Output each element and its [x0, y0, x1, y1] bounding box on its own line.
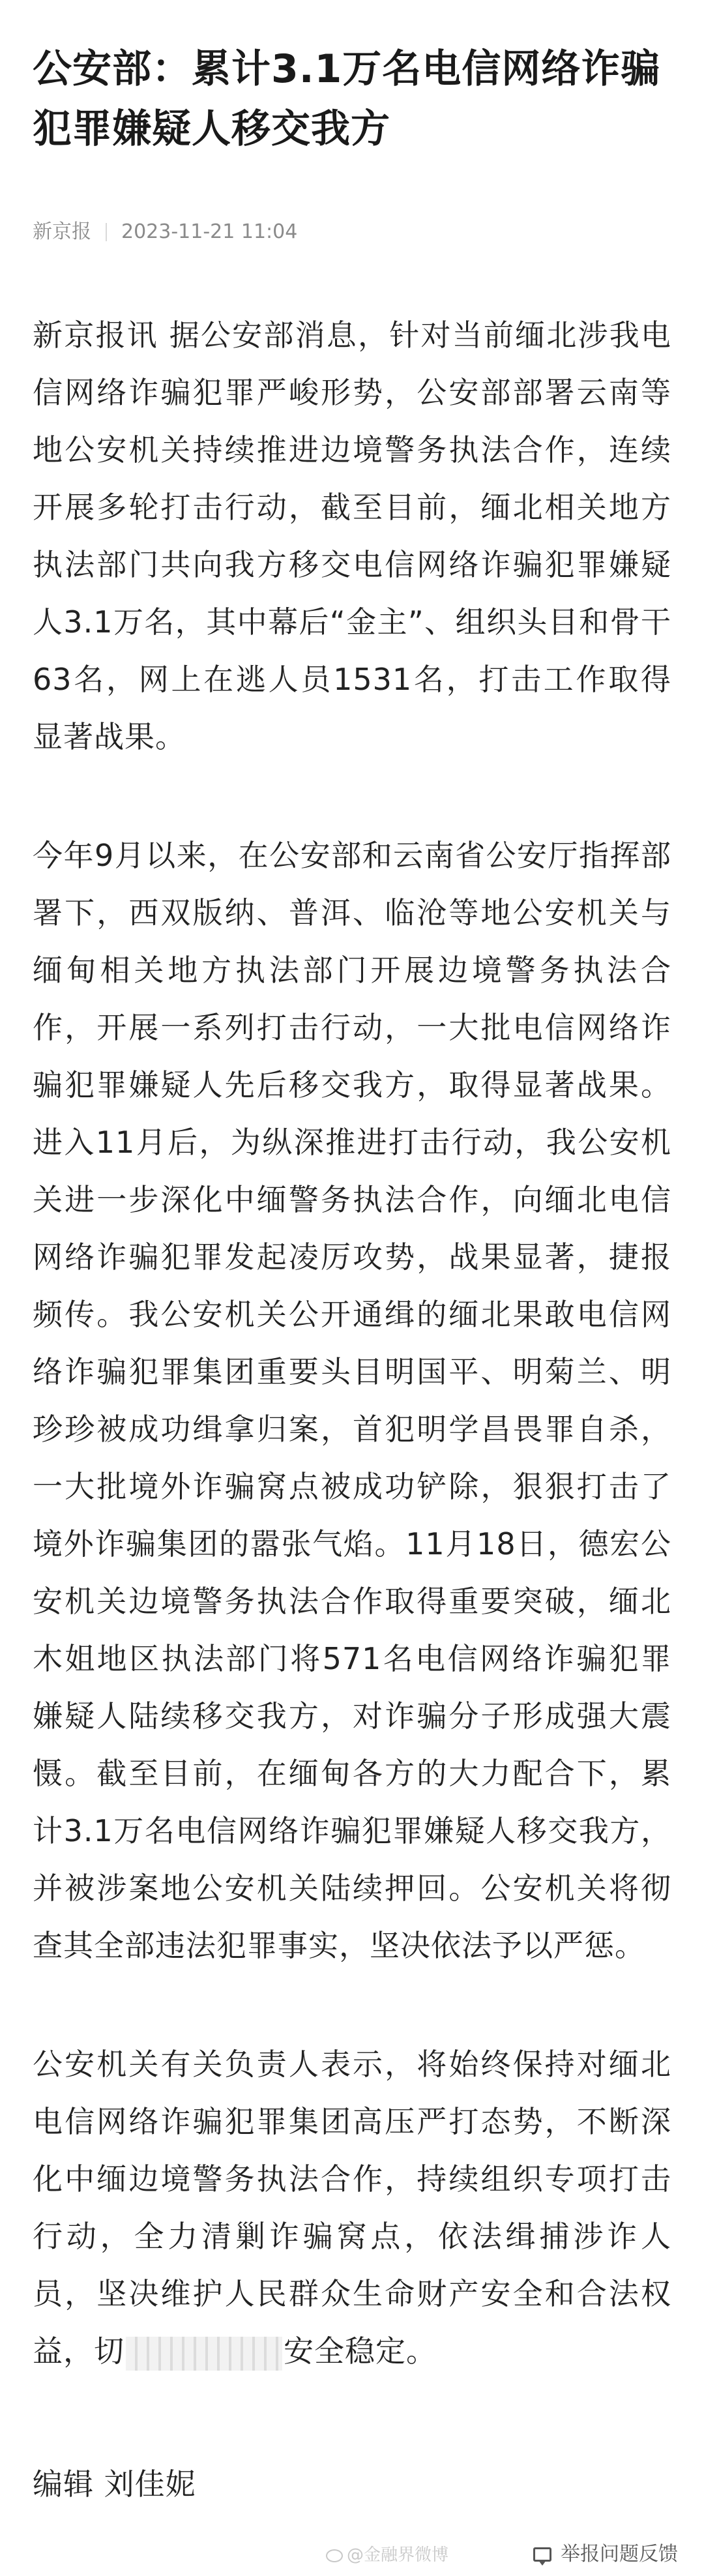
feedback-icon [533, 2547, 551, 2562]
feedback-label: 举报问题反馈 [561, 2543, 678, 2566]
redaction-overlay [126, 2337, 282, 2371]
paragraph-2: 今年9月以来，在公安部和云南省公安厅指挥部署下，西双版纳、普洱、临沧等地公安机关与缅甸相关地方执法部门开展边境警务执法合作，开展一系列打击行动，一大批电信网络诈骗犯罪嫌疑人先后移交我方，取得显著战果。进入11月后，为纵深推进打击行动，我公安机关进一步深化中缅警务执法合作，向缅北电信网络诈骗犯罪发起凌厉攻势，战果显著，捷报频传。我公安机关公开通缉的缅北果敢电信网络诈骗犯罪集团重要头目明国平、明菊兰、明珍珍被成功缉拿归案，首犯明学昌畏罪自杀，一大批境外诈骗窝点被成功铲除，狠狠打击了境外诈骗集团的嚣张气焰。11月18日，德宏公安机关边境警务执法合作取得重要突破，缅北木姐地区执法部门将571名电信网络诈骗犯罪嫌疑人陆续移交我方，对诈骗分子形成强大震慑。截至目前，在缅甸各方的大力配合下，累计3.1万名电信网络诈骗犯罪嫌疑人移交我方，并被涉案地公安机关陆续押回。公安机关将彻查其全部违法犯罪事实，坚决依法予以严惩。 [33, 838, 671, 1963]
publish-timestamp: 2023-11-21 11:04 [121, 220, 298, 243]
paragraph-1: 新京报讯 据公安部消息，针对当前缅北涉我电信网络诈骗犯罪严峻形势，公安部部署云南等地公安机关持续推进边境警务执法合作，连续开展多轮打击行动，截至目前，缅北相关地方执法部门共向我方移交电信网络诈骗犯罪嫌疑人3.1万名，其中幕后“金主”、组织头目和骨干63名，网上在逃人员1531名，打击工作取得显著战果。 [33, 318, 671, 754]
article-meta [33, 219, 671, 245]
watermark [326, 2544, 448, 2566]
source-label[interactable]: 新京报 [33, 220, 91, 243]
paragraph-3-start: 公安机关有关负责人表示，将始终保持对缅北电信网络诈骗犯罪集团高压严打态势，不断深化中缅边境警务执法合作，持续组织专项打击行动，全力清剿诈骗窝点，依法缉捕涉诈人员，坚决维护人民群众生命财产安全和合法权益，切 [33, 2047, 671, 2369]
weibo-icon [326, 2549, 343, 2562]
paragraph-3 [33, 2036, 671, 2380]
paragraph-3-end: 安全稳定。 [284, 2333, 437, 2369]
article [33, 39, 671, 2441]
meta-divider [106, 223, 107, 241]
watermark-text: @金融界微博 [347, 2545, 449, 2565]
article-body [33, 306, 671, 2380]
article-title: 公安部：累计3.1万名电信网络诈骗犯罪嫌疑人移交我方 [33, 46, 661, 152]
feedback-button[interactable] [533, 2543, 678, 2566]
editor-credit: 编辑 刘佳妮 [33, 2466, 196, 2502]
